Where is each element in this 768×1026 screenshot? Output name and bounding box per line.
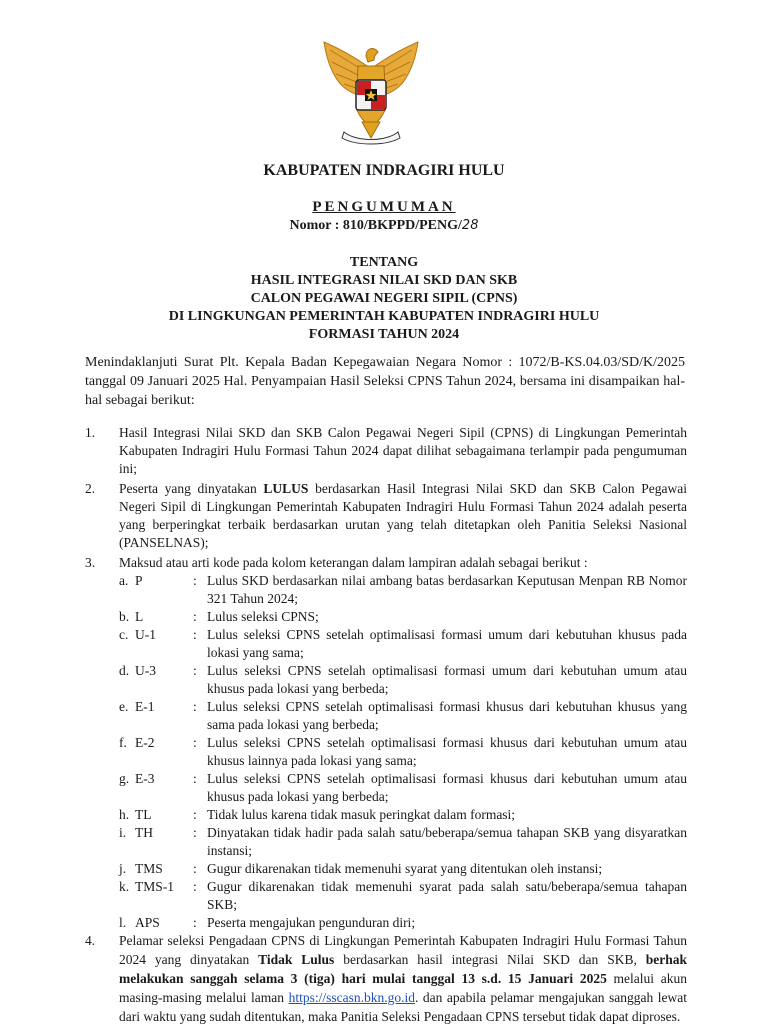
code-legend — [119, 572, 687, 932]
code-letter: k. — [119, 879, 130, 894]
list-item — [85, 480, 687, 552]
code-description: Tidak lulus karena tidak masuk peringkat dalam formasi; — [207, 807, 516, 822]
code-colon: : — [193, 879, 197, 894]
code-letter: b. — [119, 609, 130, 624]
code-row — [119, 734, 687, 770]
announcement-number — [0, 218, 768, 234]
item-text-bold: berhak melakukan sanggah selama 3 (tiga) hari mulai tanggal 13 s.d. 15 Januari 2025 — [119, 952, 687, 986]
item-text-part: Maksud atau arti kode pada kolom keterangan dalam lampiran adalah sebagai berikut : — [119, 555, 588, 570]
code-letter: i. — [119, 825, 127, 840]
item-number: 4. — [85, 933, 96, 948]
item-text-part: berdasarkan hasil integrasi Nilai SKD dan SKB, — [334, 952, 646, 967]
subject-line: DI LINGKUNGAN PEMERINTAH KABUPATEN INDRAGIRI HULU — [168, 309, 600, 324]
code-colon: : — [193, 915, 197, 930]
region-heading: KABUPATEN INDRAGIRI HULU — [263, 162, 505, 179]
item-text-part: melalui akun masing-masing melalui laman — [119, 971, 687, 1005]
item-number: 2. — [85, 481, 96, 496]
code-row — [119, 572, 687, 608]
code-description: Lulus seleksi CPNS setelah optimalisasi formasi khusus dari kebutuhan umum atau khusus pada lokasi yang berbeda; — [207, 771, 687, 804]
code-row — [119, 608, 687, 626]
item-text-part: . dan apabila pelamar mengajukan sanggah lewat dari waktu yang sudah ditentukan, maka Panitia Seleksi Pengadaan CPNS tersebut tidak dapat diproses. — [119, 990, 687, 1024]
code-description: Gugur dikarenakan tidak memenuhi syarat pada salah satu/beberapa/semua tahapan SKB; — [207, 879, 687, 912]
code-value: U-3 — [135, 663, 156, 678]
item-number: 3. — [85, 555, 96, 570]
code-colon: : — [193, 807, 197, 822]
code-value: E-2 — [135, 735, 155, 750]
code-description: Lulus seleksi CPNS setelah optimalisasi formasi khusus dari kebutuhan khusus yang sama pada lokasi yang berbeda; — [207, 699, 687, 732]
item-text-part: Peserta yang dinyatakan — [119, 481, 264, 496]
intro-paragraph: Menindaklanjuti Surat Plt. Kepala Badan Kepegawaian Negara Nomor : 1072/B-KS.04.03/SD/K/2025 tanggal 09 Januari 2025 Hal. Penyampaian Hasil Seleksi CPNS Tahun 2024, bersama ini disampaikan hal-hal sebagai berikut: — [85, 355, 685, 408]
code-description: Lulus SKD berdasarkan nilai ambang batas berdasarkan Keputusan Menpan RB Nomor 321 Tahun 2024; — [207, 573, 687, 606]
item-text — [119, 554, 687, 932]
number-prefix: Nomor : 810/BKPPD/PENG/ — [289, 218, 462, 233]
code-colon: : — [193, 663, 197, 678]
code-row — [119, 878, 687, 914]
code-row — [119, 698, 687, 734]
sscasn-link[interactable]: https://sscasn.bkn.go.id — [288, 990, 415, 1005]
code-value: L — [135, 609, 144, 624]
code-letter: c. — [119, 627, 129, 642]
handwritten-number: 28 — [461, 218, 479, 233]
item-text — [119, 931, 687, 1026]
code-value: TMS-1 — [135, 879, 175, 894]
code-description: Lulus seleksi CPNS setelah optimalisasi formasi umum dari kebutuhan umum atau khusus pada lokasi yang berbeda; — [207, 663, 687, 696]
code-colon: : — [193, 735, 197, 750]
code-colon: : — [193, 861, 197, 876]
code-row — [119, 662, 687, 698]
subject-line: TENTANG — [349, 255, 419, 270]
code-letter: e. — [119, 699, 129, 714]
code-letter: j. — [119, 861, 127, 876]
code-row — [119, 824, 687, 860]
code-value: TL — [135, 807, 152, 822]
item-text-bold: LULUS — [263, 481, 309, 496]
code-letter: h. — [119, 807, 130, 822]
list-item — [85, 424, 687, 478]
item-text-part: berdasarkan Hasil Integrasi Nilai SKD dan SKB Calon Pegawai Negeri Sipil di Lingkungan Pemerintah Kabupaten Indragiri Hulu Formasi Tahun 2024 adalah peserta yang berperingkat terbaik berdasarkan urutan yang telah ditetapkan oleh Panitia Seleksi Nasional (PANSELNAS); — [119, 481, 687, 550]
code-description: Peserta mengajukan pengunduran diri; — [207, 915, 416, 930]
code-row — [119, 914, 687, 932]
code-letter: l. — [119, 915, 127, 930]
code-description: Dinyatakan tidak hadir pada salah satu/beberapa/semua tahapan SKB yang disyaratkan instansi; — [207, 825, 687, 858]
code-colon: : — [193, 573, 197, 588]
item-text-part: Pelamar seleksi Pengadaan CPNS di Lingkungan Pemerintah Kabupaten Indragiri Hulu Formasi Tahun 2024 yang dinyatakan — [119, 933, 687, 967]
code-value: U-1 — [135, 627, 156, 642]
code-letter: g. — [119, 771, 130, 786]
item-text-bold: Tidak Lulus — [258, 952, 335, 967]
code-letter: f. — [119, 735, 127, 750]
code-description: Lulus seleksi CPNS; — [207, 609, 319, 624]
code-value: TMS — [135, 861, 163, 876]
code-description: Lulus seleksi CPNS setelah optimalisasi formasi khusus dari kebutuhan umum atau khusus lainnya pada lokasi yang sama; — [207, 735, 687, 768]
garuda-emblem-icon — [316, 38, 426, 146]
list-item — [85, 554, 687, 932]
subject-line: CALON PEGAWAI NEGERI SIPIL (CPNS) — [250, 291, 518, 306]
code-colon: : — [193, 609, 197, 624]
code-value: TH — [135, 825, 153, 840]
numbered-list — [85, 424, 687, 934]
code-colon: : — [193, 627, 197, 642]
code-letter: d. — [119, 663, 130, 678]
code-colon: : — [193, 699, 197, 714]
item-number: 1. — [85, 425, 96, 440]
item-text — [119, 480, 687, 552]
subject-block — [0, 254, 768, 344]
code-row — [119, 770, 687, 806]
code-letter: a. — [119, 573, 129, 588]
code-row — [119, 860, 687, 878]
code-colon: : — [193, 771, 197, 786]
code-value: P — [135, 573, 143, 588]
announcement-title: PENGUMUMAN — [312, 199, 456, 215]
code-value: APS — [135, 915, 160, 930]
code-description: Gugur dikarenakan tidak memenuhi syarat yang ditentukan oleh instansi; — [207, 861, 603, 876]
code-colon: : — [193, 825, 197, 840]
subject-line: FORMASI TAHUN 2024 — [308, 327, 460, 342]
list-item — [85, 931, 687, 1026]
item-text: Hasil Integrasi Nilai SKD dan SKB Calon Pegawai Negeri Sipil (CPNS) di Lingkungan Pemerintah Kabupaten Indragiri Hulu Formasi Tahun 2024 dapat dilihat sebagaimana terlampir pada pengumuman ini; — [119, 425, 687, 476]
code-row — [119, 626, 687, 662]
code-value: E-1 — [135, 699, 155, 714]
subject-line: HASIL INTEGRASI NILAI SKD DAN SKB — [250, 273, 518, 288]
code-description: Lulus seleksi CPNS setelah optimalisasi formasi umum dari kebutuhan khusus pada lokasi yang sama; — [207, 627, 687, 660]
code-row — [119, 806, 687, 824]
code-value: E-3 — [135, 771, 155, 786]
